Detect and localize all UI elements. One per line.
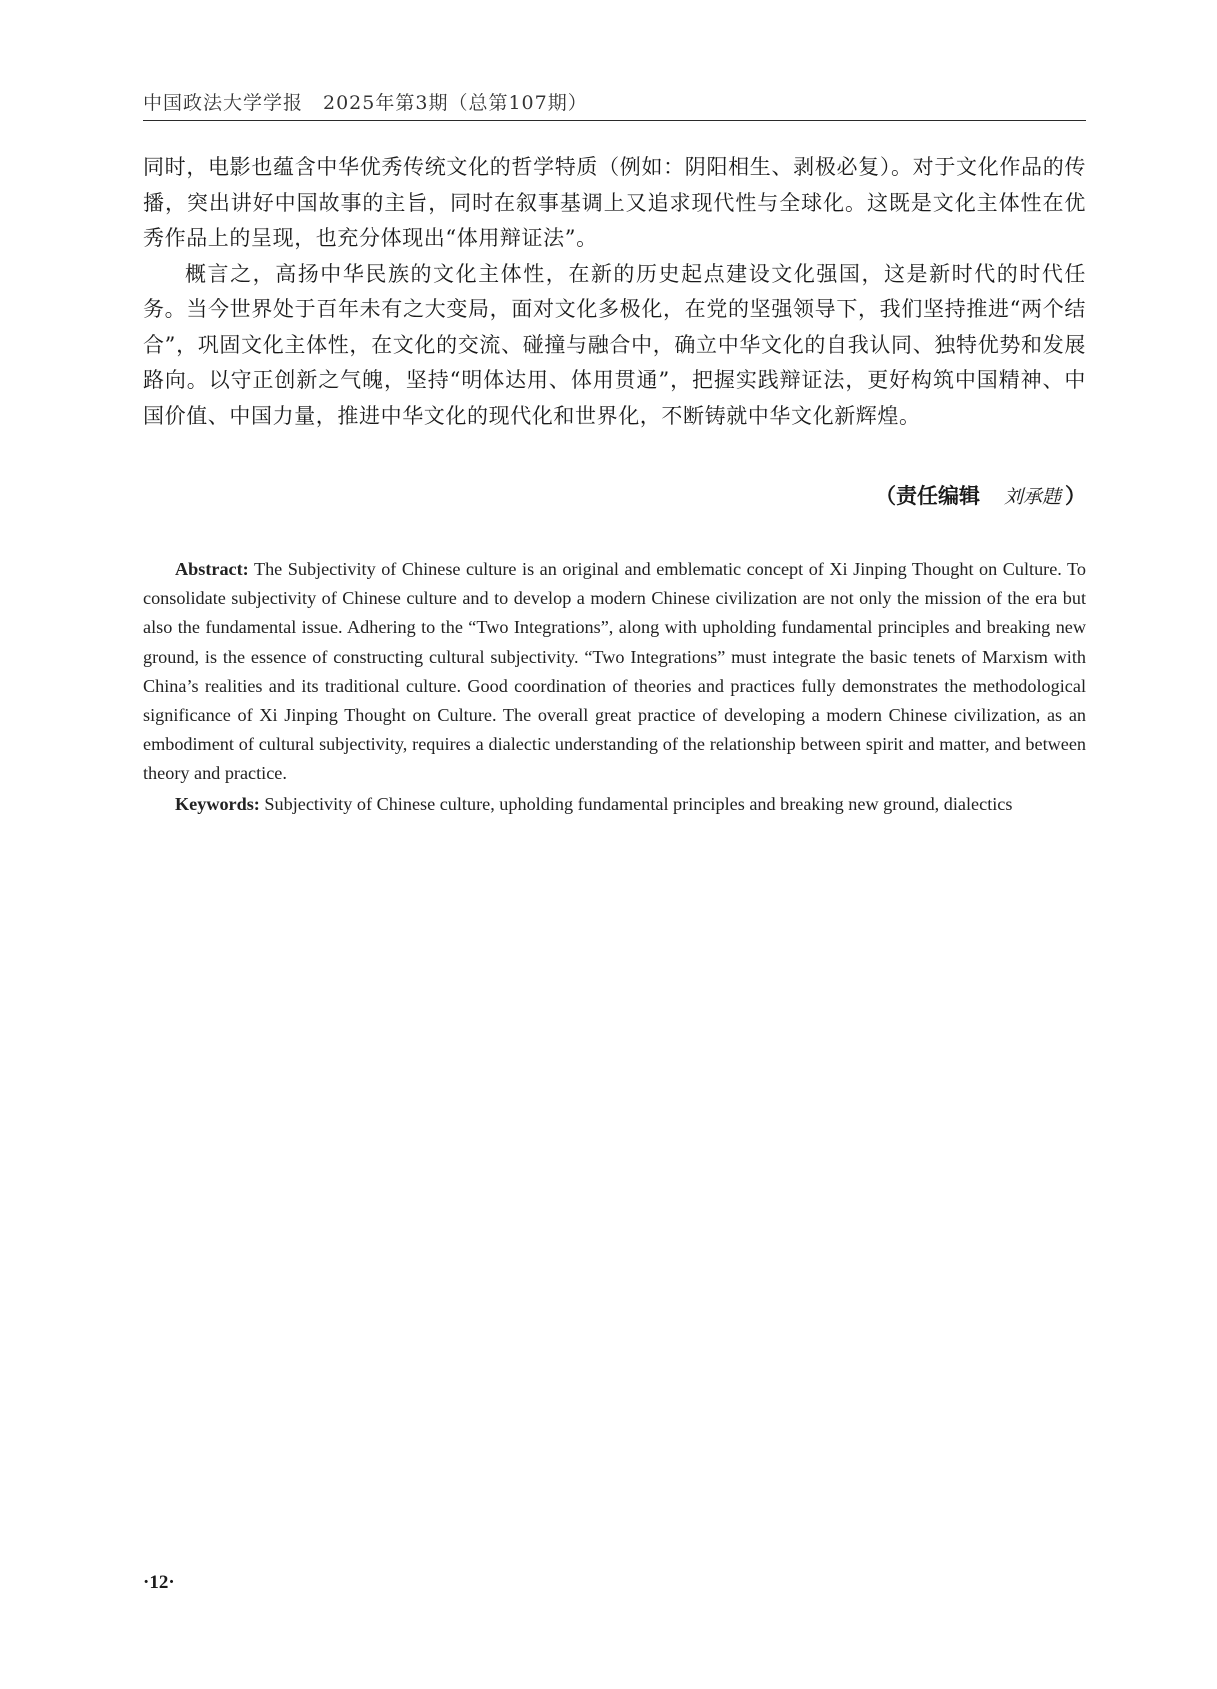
running-header [143, 88, 1086, 121]
english-abstract-block [143, 555, 1086, 819]
body-paragraph-1: 同时，电影也蕴含中华优秀传统文化的哲学特质（例如：阴阳相生、剥极必复）。对于文化作品的传播，突出讲好中国故事的主旨，同时在叙事基调上又追求现代性与全球化。这既是文化主体性在优秀作品上的呈现，也充分体现出“体用辩证法”。 [143, 155, 1086, 250]
abstract-text: The Subjectivity of Chinese culture is an original and emblematic concept of Xi Jinping Thought on Culture. To consolidate subjectivity of Chinese culture and to develop a modern Chinese civilization are not only the mission of the era but also the fundamental issue. Adhering to the “Two Integrations”, along with upholding fundamental principles and breaking new ground, is the essence of constructing cultural subjectivity. “Two Integrations” must integrate the basic tenets of Marxism with China’s realities and its traditional culture. Good coordination of theories and practices fully demonstrates the methodological significance of Xi Jinping Thought on Culture. The overall great practice of developing a modern Chinese civilization, as an embodiment of cultural subjectivity, requires a dialectic understanding of the relationship between spirit and matter, and between theory and practice. [143, 559, 1086, 784]
main-body-text [143, 150, 1086, 434]
page-number: ·12· [143, 1572, 175, 1593]
editor-open-paren: （ [874, 483, 896, 508]
abstract-paragraph [143, 555, 1086, 789]
editor-name: 刘承韪 [1003, 486, 1061, 508]
responsible-editor [143, 480, 1086, 510]
keywords-label: Keywords: [175, 793, 260, 814]
journal-header-text: 中国政法大学学报 2025年第3期（总第107期） [143, 92, 588, 114]
keywords-paragraph [143, 790, 1086, 819]
keywords-text: Subjectivity of Chinese culture, upholding fundamental principles and breaking new ground, dialectics [264, 793, 1013, 814]
editor-label: 责任编辑 [895, 483, 980, 508]
editor-close-paren: ） [1065, 483, 1086, 508]
body-paragraph-2: 概言之，高扬中华民族的文化主体性，在新的历史起点建设文化强国，这是新时代的时代任务。当今世界处于百年未有之大变局，面对文化多极化，在党的坚强领导下，我们坚持推进“两个结合”，巩固文化主体性，在文化的交流、碰撞与融合中，确立中华文化的自我认同、独特优势和发展路向。以守正创新之气魄，坚持“明体达用、体用贯通”，把握实践辩证法，更好构筑中国精神、中国价值、中国力量，推进中华文化的现代化和世界化，不断铸就中华文化新辉煌。 [143, 261, 1086, 428]
abstract-label: Abstract: [175, 559, 249, 579]
